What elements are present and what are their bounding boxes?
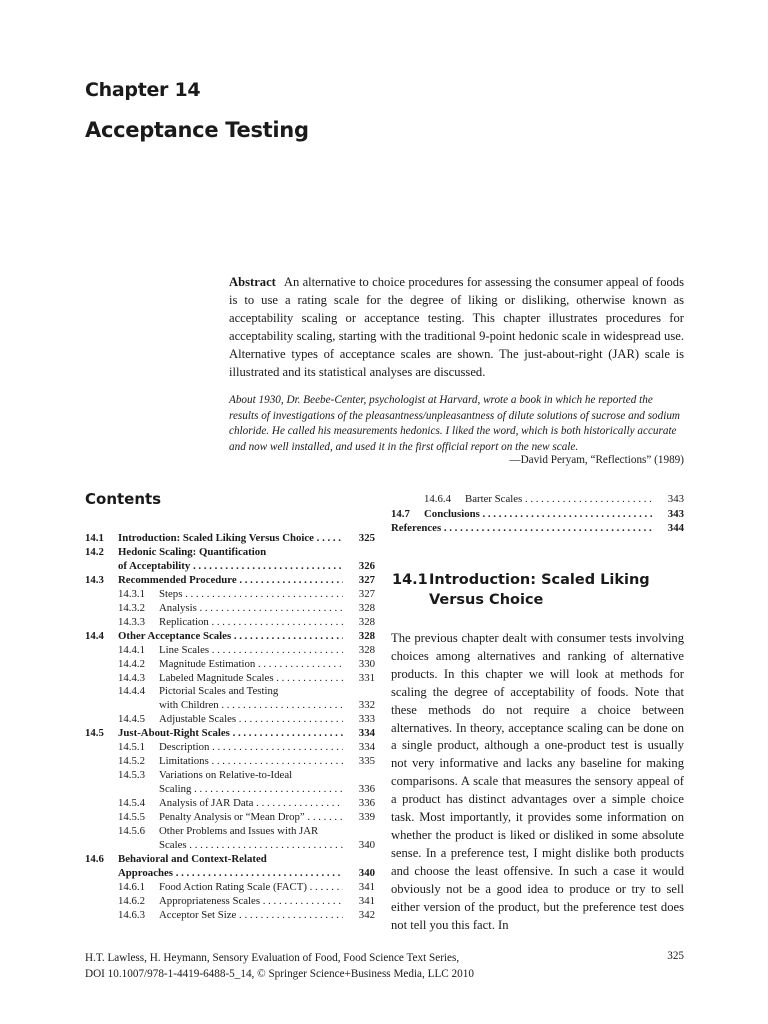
toc-entry (85, 712, 375, 726)
toc-entry-page: 343 (667, 507, 684, 520)
toc-entry-title: Conclusions . . . (424, 507, 652, 521)
toc-entry-page: 332 (358, 699, 375, 712)
toc-entry (85, 684, 375, 698)
citation-line-2: DOI 10.1007/978-1-4419-6488-5_14, © Springer Science+Business Media, LLC 2010 (85, 968, 474, 980)
toc-entry-number: 14.2 (85, 545, 104, 558)
toc-entry-title: Other Problems and Issues with JAR (159, 824, 319, 837)
toc-entry-page: 327 (358, 587, 375, 600)
toc-entry (85, 573, 375, 587)
toc-entry (85, 587, 375, 601)
toc-entry-title: Magnitude Estimation . . . (159, 657, 343, 671)
toc-entry-page: 328 (358, 615, 375, 628)
toc-entry-page: 326 (358, 559, 375, 572)
toc-entry-title: Pictorial Scales and Testing (159, 685, 279, 698)
toc-entry (85, 615, 375, 629)
toc-entry-page: 330 (358, 657, 375, 670)
toc-entry (85, 838, 375, 852)
toc-entry-number: 14.3 (85, 573, 104, 586)
section-body: The previous chapter dealt with consumer tests involving choices among alternatives and ranking of alternative products. In this chapter we will look at methods for scaling the degree of acceptability of foods. Note that these methods do not require a choice between alternatives. In theory, acceptance scaling can be done on a single product, although a one-product test is usually not very informative and lacks any baseline for making comparisons. A scale that measures the sensory appeal of a product has distinct advantages over a simple choice task. Most importantly, it provides some information on whether the product is liked or disliked in some absolute sense. In a preference test, I might dislike both products and choose the least offensive. In such a case it would obviously not be a good idea to produce or try to sell either version of the product, but the preference test does not tell you this fact. In (391, 631, 684, 932)
toc-entry-number: 14.4.2 (118, 657, 145, 670)
toc-entry (391, 521, 684, 535)
toc-entry (85, 866, 375, 880)
toc-entry (85, 782, 375, 796)
toc-entry-title: Scales . . . (159, 838, 343, 852)
toc-entry-title: with Children . . . (159, 698, 343, 712)
toc-entry-title: Recommended Procedure . . . (118, 573, 343, 587)
toc-entry-title: of Acceptability . . . (118, 559, 343, 573)
toc-entry-title: Line Scales . . . (159, 643, 343, 657)
toc-entry-page: 341 (358, 880, 375, 893)
chapter-title: Acceptance Testing (85, 118, 309, 142)
toc-entry-page: 342 (358, 908, 375, 921)
toc-entry-title: Hedonic Scaling: Quantification (118, 545, 267, 558)
toc-entry (85, 545, 375, 559)
toc-entry-title: Barter Scales . . . (465, 492, 652, 506)
toc-entry-page: 344 (667, 522, 684, 534)
toc-entry-number: 14.3.1 (118, 587, 145, 600)
toc-entry-title: Labeled Magnitude Scales . . . (159, 671, 343, 685)
toc-entry-number: 14.4.1 (118, 643, 145, 656)
toc-entry-title: Scaling . . . (159, 782, 343, 796)
toc-entry (85, 531, 375, 545)
citation-footer (85, 950, 474, 982)
toc-entry-page: 336 (358, 797, 375, 810)
toc-entry-number: 14.6.2 (118, 894, 145, 907)
toc-entry-number: 14.5.4 (118, 797, 145, 810)
toc-entry-page: 327 (358, 573, 375, 586)
toc-entry-title: Steps . . . (159, 587, 343, 601)
toc-entry-title: Behavioral and Context-Related (118, 852, 267, 865)
toc-entry-page: 335 (358, 755, 375, 768)
toc-entry-number: 14.4.4 (118, 685, 145, 698)
toc-entry-page: 328 (358, 629, 375, 642)
epigraph-attribution: —David Peryam, “Reflections” (1989) (509, 454, 684, 466)
toc-entry (85, 559, 375, 573)
citation-line-1: H.T. Lawless, H. Heymann, Sensory Evaluation of Food, Food Science Text Series, (85, 952, 460, 964)
toc-entry (85, 726, 375, 740)
toc-entry-title: Approaches . . . (118, 866, 343, 880)
abstract-text: An alternative to choice procedures for assessing the consumer appeal of foods is to use a rating scale for the degree of liking or disliking, otherwise known as acceptability scaling or acceptance testing. This chapter illustrates procedures for acceptability scaling, starting with the traditional 9-point hedonic scale in widespread use. Alternative types of acceptance scales are shown. The just-about-right (JAR) scale is illustrated and its statistical analyses are discussed. (229, 275, 684, 379)
toc-entry-title: Variations on Relative-to-Ideal (159, 769, 293, 782)
toc-entry-page: 334 (358, 741, 375, 754)
toc-entry-number: 14.6.1 (118, 880, 145, 893)
toc-entry (85, 796, 375, 810)
toc-entry-page: 340 (358, 838, 375, 851)
toc-entry-title: Adjustable Scales . . . (159, 712, 343, 726)
toc-entry-page: 331 (358, 671, 375, 684)
toc-entry-title: Analysis . . . (159, 601, 343, 615)
page-number: 325 (667, 950, 684, 962)
toc-entry-number: 14.3.2 (118, 601, 145, 614)
toc-entry-number: 14.6.3 (118, 908, 145, 921)
toc-entry-title: Limitations . . . (159, 754, 343, 768)
toc-entry-number: 14.5.2 (118, 755, 145, 768)
toc-entry (391, 492, 684, 506)
contents-heading: Contents (85, 490, 162, 508)
toc-entry-title: Description . . . (159, 740, 343, 754)
toc-entry (85, 754, 375, 768)
toc-entry-number: 14.4 (85, 629, 104, 642)
section-number: 14.1 (392, 572, 428, 588)
abstract (229, 273, 684, 381)
section-title: Introduction: Scaled Liking Versus Choice (429, 572, 650, 608)
toc-entry (85, 824, 375, 838)
toc-entry-number: 14.4.3 (118, 671, 145, 684)
toc-entry-page: 328 (358, 643, 375, 656)
toc-entry-number: 14.5.3 (118, 769, 145, 782)
toc-entry-page: 325 (358, 532, 375, 544)
toc-entry-number: 14.6.4 (424, 493, 451, 505)
epigraph-quote: About 1930, Dr. Beebe-Center, psychologist at Harvard, wrote a book in which he reported the results of investigations of the pleasantness/unpleasantness of dilute solutions of sucrose and sodium chloride. He called his measurements hedonics. I liked the word, which is both historically accurate and now well installed, and used it in the first official report on the new scale. (229, 394, 681, 453)
toc-entry (85, 908, 375, 922)
toc-entry (85, 698, 375, 712)
toc-entry-title: Analysis of JAR Data . . . (159, 796, 343, 810)
toc-entry-number: 14.5 (85, 727, 104, 740)
toc-entry-page: 341 (358, 894, 375, 907)
toc-entry (85, 894, 375, 908)
toc-entry-title: Just-About-Right Scales . . . (118, 726, 343, 740)
toc-right-column (391, 492, 684, 537)
toc-entry-title: Replication . . . (159, 615, 343, 629)
toc-entry-number: 14.4.5 (118, 713, 145, 726)
toc-entry-number: 14.7 (391, 507, 410, 520)
chapter-label: Chapter 14 (85, 79, 201, 101)
toc-entry (85, 643, 375, 657)
toc-entry-title: Other Acceptance Scales . . . (118, 629, 343, 643)
toc-entry (85, 810, 375, 824)
toc-entry-page: 343 (667, 493, 684, 505)
toc-entry (85, 629, 375, 643)
toc-entry-title: References . . . (391, 521, 652, 535)
toc-entry-title: Introduction: Scaled Liking Versus Choice . . . (118, 531, 343, 545)
toc-entry-number: 14.5.1 (118, 741, 145, 754)
toc-entry (391, 507, 684, 521)
toc-entry-title: Appropriateness Scales . . . (159, 894, 343, 908)
toc-entry (85, 852, 375, 866)
toc-entry-page: 334 (358, 727, 375, 740)
toc-entry (85, 740, 375, 754)
toc-entry-page: 336 (358, 783, 375, 796)
toc-entry (85, 671, 375, 685)
toc-entry-number: 14.3.3 (118, 615, 145, 628)
toc-entry-page: 328 (358, 601, 375, 614)
toc-entry (85, 657, 375, 671)
toc-entry-number: 14.5.5 (118, 811, 145, 823)
abstract-label: Abstract (229, 275, 276, 289)
toc-entry-page: 340 (358, 866, 375, 879)
toc-entry-title: Acceptor Set Size . . . (159, 908, 343, 922)
toc-entry-number: 14.6 (85, 852, 104, 865)
toc-entry-page: 333 (358, 713, 375, 726)
toc-entry (85, 768, 375, 782)
toc-entry (85, 601, 375, 615)
toc-entry-number: 14.1 (85, 532, 104, 544)
toc-entry-title: Penalty Analysis or “Mean Drop” . . . (159, 810, 343, 824)
toc-left-column (85, 531, 375, 923)
toc-entry-number: 14.5.6 (118, 824, 145, 837)
toc-entry-title: Food Action Rating Scale (FACT) . . . (159, 880, 343, 894)
toc-entry-page: 339 (358, 811, 375, 823)
toc-entry (85, 880, 375, 894)
